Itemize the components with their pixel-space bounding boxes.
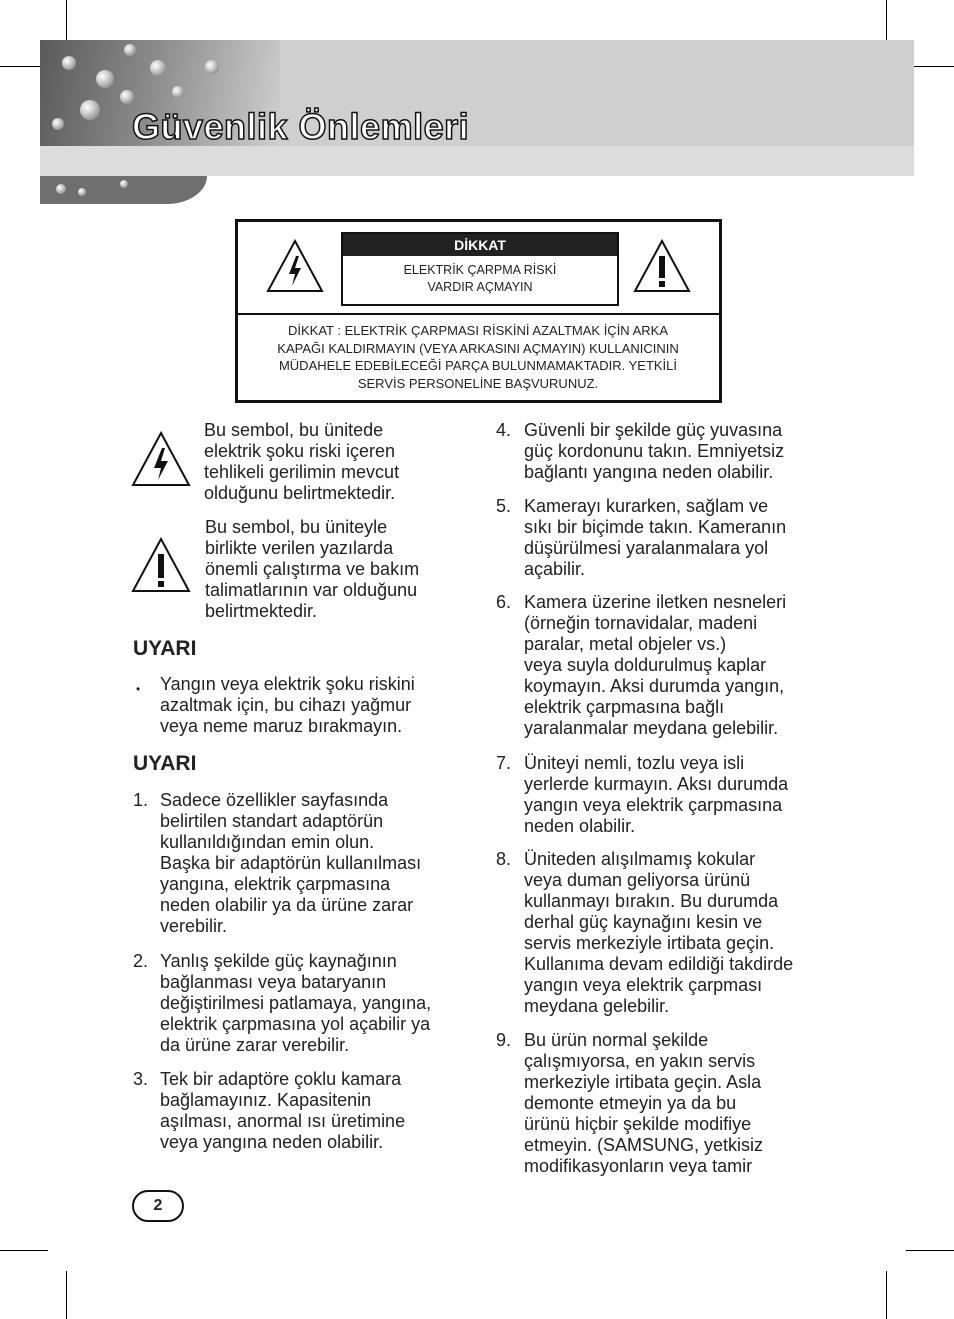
list-item: [524, 420, 784, 483]
list-item-number: 3.: [133, 1069, 149, 1089]
list-item: [524, 849, 793, 1017]
text-line: paralar, metal objeler vs.): [524, 634, 727, 654]
text-line: birlikte verilen yazılarda: [205, 538, 394, 558]
warning-heading: UYARI: [133, 752, 197, 775]
text-line: Yangın veya elektrik şoku riskini: [160, 674, 415, 694]
list-item: [524, 753, 788, 837]
text-line: Tek bir adaptöre çoklu kamara: [160, 1069, 402, 1089]
text-line: güç kordonunu takın. Emniyetsiz: [524, 441, 785, 461]
text-line: Üniteyi nemli, tozlu veya isli: [524, 753, 745, 773]
text-line: Sadece özellikler sayfasında: [160, 790, 389, 810]
water-drop: [52, 118, 64, 130]
text-line: Bu sembol, bu üniteyle: [205, 517, 388, 537]
text-line: neden olabilir ya da ürüne zarar: [160, 895, 414, 915]
text-line: kullanıldığından emin olun.: [160, 832, 375, 852]
text-line: düşürülmesi yaralanmalara yol: [524, 538, 769, 558]
caution-line: VARDIR AÇMAYIN: [427, 280, 533, 294]
text-line: veya yangına neden olabilir.: [160, 1132, 384, 1152]
list-item: [160, 951, 431, 1056]
text-line: tehlikeli gerilimin mevcut: [204, 462, 400, 482]
text-line: elektrik çarpmasına bağlı: [524, 697, 725, 717]
list-item-number: 5.: [496, 496, 512, 516]
lightning-symbol-icon: [130, 430, 192, 488]
text-line: koymayın. Aksi durumda yangın,: [524, 676, 785, 696]
text-line: (örneğin tornavidalar, madeni: [524, 613, 758, 633]
text-line: çalışmıyorsa, en yakın servis: [524, 1051, 756, 1071]
text-line: neden olabilir.: [524, 816, 636, 836]
text-line: yangına, elektrik çarpmasına: [160, 874, 391, 894]
list-item: [524, 496, 786, 580]
text-line: değiştirilmesi patlamaya, yangına,: [160, 993, 432, 1013]
list-item: [524, 1030, 763, 1177]
caution-body-line: DİKKAT : ELEKTRİK ÇARPMASI RİSKİNİ AZALTMAK İÇİN ARKA: [288, 323, 668, 338]
list-item-number: 2.: [133, 951, 149, 971]
caution-inner-text: [343, 256, 617, 296]
crop-mark: [66, 1271, 67, 1319]
text-line: yangın veya elektrik çarpması: [524, 975, 763, 995]
text-line: bağlanması veya bataryanın: [160, 972, 387, 992]
warning1-text: [160, 674, 415, 737]
text-line: verebilir.: [160, 916, 228, 936]
text-line: modifikasyonların veya tamir: [524, 1156, 753, 1176]
water-drop: [96, 70, 114, 88]
caution-body-line: KAPAĞI KALDIRMAYIN (VEYA ARKASINI AÇMAYIN) KULLANICININ: [277, 340, 679, 356]
text-line: elektrik şoku riski içeren: [204, 441, 396, 461]
text-line: Kullanıma devam edildiği takdirde: [524, 954, 794, 974]
text-line: merkeziyle irtibata geçin. Asla: [524, 1072, 762, 1092]
crop-mark: [906, 1250, 954, 1251]
caution-body-line: SERVİS PERSONELİNE BAŞVURUNUZ.: [357, 375, 599, 391]
text-line: elektrik çarpmasına yol açabilir ya: [160, 1014, 431, 1034]
list-item: [160, 1069, 405, 1153]
header-strip: [40, 146, 914, 176]
water-drop: [62, 56, 76, 70]
text-line: ürünü hiçbir şekilde modifiye: [524, 1114, 752, 1134]
text-line: derhal güç kaynağını kesin ve: [524, 912, 763, 932]
text-line: açabilir.: [524, 559, 586, 579]
text-line: Bu ürün normal şekilde: [524, 1030, 709, 1050]
caution-divider: [235, 313, 722, 315]
caution-heading: DİKKAT: [343, 234, 617, 256]
list-item-number: 9.: [496, 1030, 512, 1050]
exclamation-symbol-icon: [130, 536, 192, 594]
text-line: kullanmayı bırakın. Bu durumda: [524, 891, 779, 911]
text-line: veya suyla doldurulmuş kaplar: [524, 655, 767, 675]
page-title: Güvenlik Önlemleri: [132, 106, 470, 147]
list-item-number: 6.: [496, 592, 512, 612]
list-item-number: 1.: [133, 790, 149, 810]
text-line: Üniteden alışılmamış kokular: [524, 849, 756, 869]
water-drop: [80, 100, 100, 120]
text-line: belirtilen standart adaptörün: [160, 811, 384, 831]
text-line: etmeyin. (SAMSUNG, yetkisiz: [524, 1135, 764, 1155]
text-line: Bu sembol, bu ünitede: [204, 420, 384, 440]
text-line: azaltmak için, bu cihazı yağmur: [160, 695, 412, 715]
caution-line: ELEKTRİK ÇARPMA RİSKİ: [403, 263, 557, 277]
text-line: veya neme maruz bırakmayın.: [160, 716, 403, 736]
water-drop: [120, 180, 128, 188]
water-drop: [120, 90, 134, 104]
text-line: aşılması, anormal ısı üretimine: [160, 1111, 406, 1131]
text-line: önemli çalıştırma ve bakım: [205, 559, 420, 579]
page-number: 2: [132, 1190, 184, 1222]
text-line: Kamera üzerine iletken nesneleri: [524, 592, 787, 612]
exclamation-symbol-text: [205, 517, 419, 622]
text-line: bağlamayınız. Kapasitenin: [160, 1090, 372, 1110]
exclamation-warning-icon: [632, 238, 692, 294]
list-item-number: 4.: [496, 420, 512, 440]
water-drop: [124, 44, 136, 56]
list-item: [524, 592, 786, 739]
text-line: demonte etmeyin ya da bu: [524, 1093, 737, 1113]
text-line: belirtmektedir.: [205, 601, 318, 621]
lightning-warning-icon: [265, 238, 325, 294]
list-item: [160, 790, 421, 937]
caution-inner-label: [341, 232, 619, 306]
text-line: sıkı bir biçimde takın. Kameranın: [524, 517, 787, 537]
text-line: yerlerde kurmayın. Aksı durumda: [524, 774, 789, 794]
text-line: Kamerayı kurarken, sağlam ve: [524, 496, 769, 516]
water-drop: [150, 60, 166, 76]
crop-mark: [886, 1271, 887, 1319]
list-item-number: 7.: [496, 753, 512, 773]
caution-body-text: [240, 322, 716, 392]
text-line: veya duman geliyorsa ürünü: [524, 870, 751, 890]
bullet: •: [136, 682, 141, 696]
crop-mark: [0, 1250, 48, 1251]
water-drop: [56, 184, 66, 194]
list-item-number: 8.: [496, 849, 512, 869]
text-line: Güvenli bir şekilde güç yuvasına: [524, 420, 783, 440]
water-drop: [205, 60, 219, 74]
water-drop: [78, 188, 86, 196]
text-line: Yanlış şekilde güç kaynağının: [160, 951, 397, 971]
text-line: bağlantı yangına neden olabilir.: [524, 462, 774, 482]
text-line: da ürüne zarar verebilir.: [160, 1035, 350, 1055]
text-line: talimatlarının var olduğunu: [205, 580, 418, 600]
caution-body-line: MÜDAHELE EDEBİLECEĞİ PARÇA BULUNMAMAKTADIR. YETKİLİ: [278, 358, 678, 373]
text-line: yangın veya elektrik çarpmasına: [524, 795, 783, 815]
text-line: servis merkeziyle irtibata geçin.: [524, 933, 775, 953]
water-drop: [172, 86, 184, 98]
text-line: meydana gelebilir.: [524, 996, 670, 1016]
text-line: olduğunu belirtmektedir.: [204, 483, 396, 503]
warning-heading: UYARI: [133, 637, 197, 660]
lightning-symbol-text: [204, 420, 399, 504]
text-line: Başka bir adaptörün kullanılması: [160, 853, 422, 873]
text-line: yaralanmalar meydana gelebilir.: [524, 718, 779, 738]
